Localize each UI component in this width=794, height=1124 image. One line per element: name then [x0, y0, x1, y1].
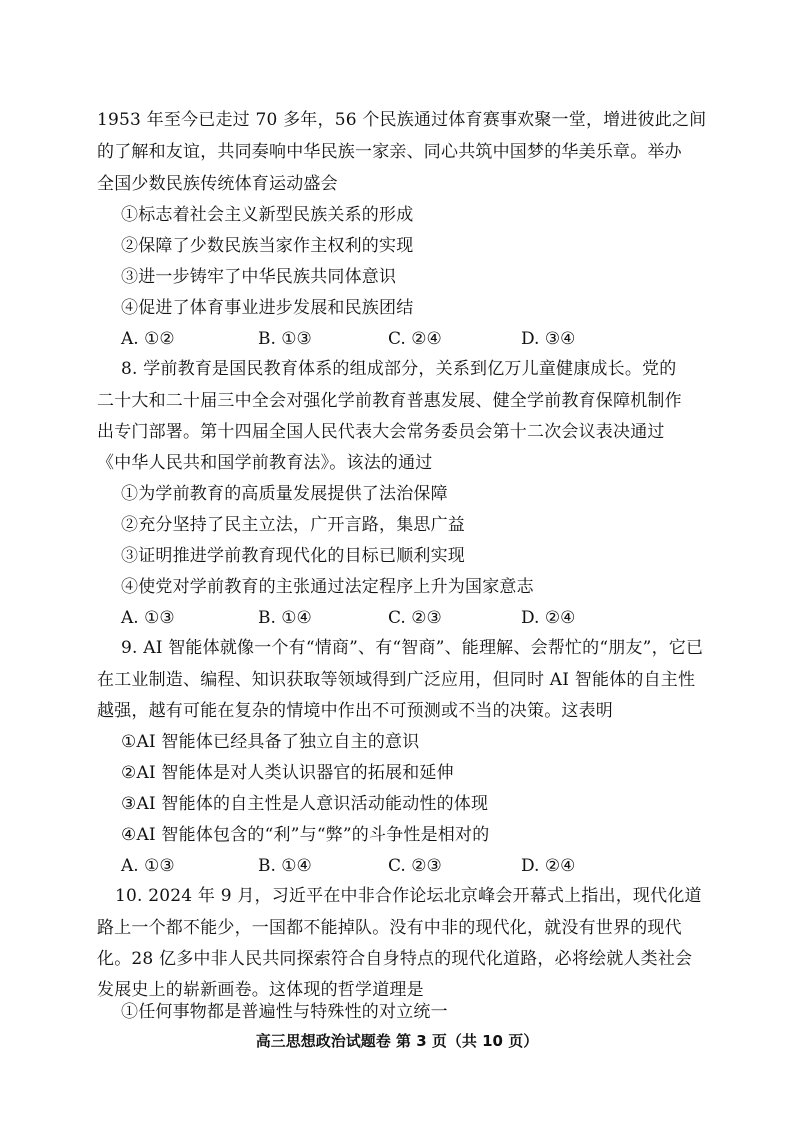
q9-option-4: ④AI 智能体包含的“利”与“弊”的斗争性是相对的 [121, 825, 490, 845]
q7-choices [121, 327, 641, 351]
q8-stem-line: 8. 学前教育是国民教育体系的组成部分，关系到亿万儿童健康成长。党的 [121, 359, 677, 379]
q10-stem-line: 路上一个都不能少，一国都不能掉队。没有中非的现代化，就没有世界的现代 [97, 918, 682, 938]
q8-choice-b: B. ①④ [258, 608, 312, 628]
q10-stem-line: 10. 2024 年 9 月，习近平在中非合作论坛北京峰会开幕式上指出，现代化道 [115, 886, 702, 906]
q9-choice-d: D. ②④ [521, 856, 576, 876]
q8-choice-c: C. ②③ [388, 608, 442, 628]
q9-stem-line: 在工业制造、编程、知识获取等领域得到广泛应用，但同时 AI 智能体的自主性 [97, 670, 696, 690]
q8-option-1: ①为学前教育的高质量发展提供了法治保障 [121, 484, 448, 504]
q9-option-3: ③AI 智能体的自主性是人意识活动能动性的体现 [121, 794, 489, 814]
q8-choice-d: D. ②④ [521, 608, 576, 628]
q7-choice-a: A. ①② [121, 329, 175, 349]
q9-choice-c: C. ②③ [388, 856, 442, 876]
q8-choices [121, 606, 641, 630]
q7-option-2: ②保障了少数民族当家作主权利的实现 [121, 236, 414, 256]
q8-stem-line: 二十大和二十届三中全会对强化学前教育普惠发展、健全学前教育保障机制作 [97, 391, 682, 411]
q7-choice-b: B. ①③ [258, 329, 312, 349]
q7-option-3: ③进一步铸牢了中华民族共同体意识 [121, 267, 397, 287]
q9-choice-b: B. ①④ [258, 856, 312, 876]
q9-option-1: ①AI 智能体已经具备了独立自主的意识 [121, 732, 420, 752]
q7-choice-d: D. ③④ [521, 329, 576, 349]
q7-stem-line: 1953 年至今已走过 70 多年，56 个民族通过体育赛事欢聚一堂，增进彼此之间 [97, 110, 707, 130]
q10-option-1: ①任何事物都是普遍性与特殊性的对立统一 [121, 1002, 448, 1022]
q7-choice-c: C. ②④ [388, 329, 442, 349]
q9-stem-line: 越强，越有可能在复杂的情境中作出不可预测或不当的决策。这表明 [97, 701, 613, 721]
q7-option-4: ④促进了体育事业进步发展和民族团结 [121, 298, 414, 318]
q8-option-4: ④使党对学前教育的主张通过法定程序上升为国家意志 [121, 577, 534, 597]
q8-stem-line: 《中华人民共和国学前教育法》。该法的通过 [97, 453, 433, 473]
q8-option-2: ②充分坚持了民主立法，广开言路，集思广益 [121, 515, 465, 535]
q8-option-3: ③证明推进学前教育现代化的目标已顺利实现 [121, 546, 465, 566]
q9-stem-line: 9. AI 智能体就像一个有“情商”、有“智商”、能理解、会帮忙的“朋友”，它已 [121, 638, 704, 658]
page-footer: 高三思想政治试题卷 第 3 页（共 10 页） [255, 1032, 539, 1050]
q9-choice-a: A. ①③ [121, 856, 175, 876]
q10-stem-line: 发展史上的崭新画卷。这体现的哲学道理是 [97, 980, 424, 1000]
q9-choices [121, 854, 641, 878]
q8-choice-a: A. ①③ [121, 608, 175, 628]
q7-stem-line: 的了解和友谊，共同奏响中华民族一家亲、同心共筑中国梦的华美乐章。举办 [97, 142, 682, 162]
q7-stem-line: 全国少数民族传统体育运动盛会 [97, 174, 338, 194]
q9-option-2: ②AI 智能体是对人类认识器官的拓展和延伸 [121, 763, 454, 783]
q7-option-1: ①标志着社会主义新型民族关系的形成 [121, 205, 414, 225]
q8-stem-line: 出专门部署。第十四届全国人民代表大会常务委员会第十二次会议表决通过 [97, 422, 665, 442]
q10-stem-line: 化。28 亿多中非人民共同探索符合自身特点的现代化道路，必将绘就人类社会 [97, 949, 693, 969]
